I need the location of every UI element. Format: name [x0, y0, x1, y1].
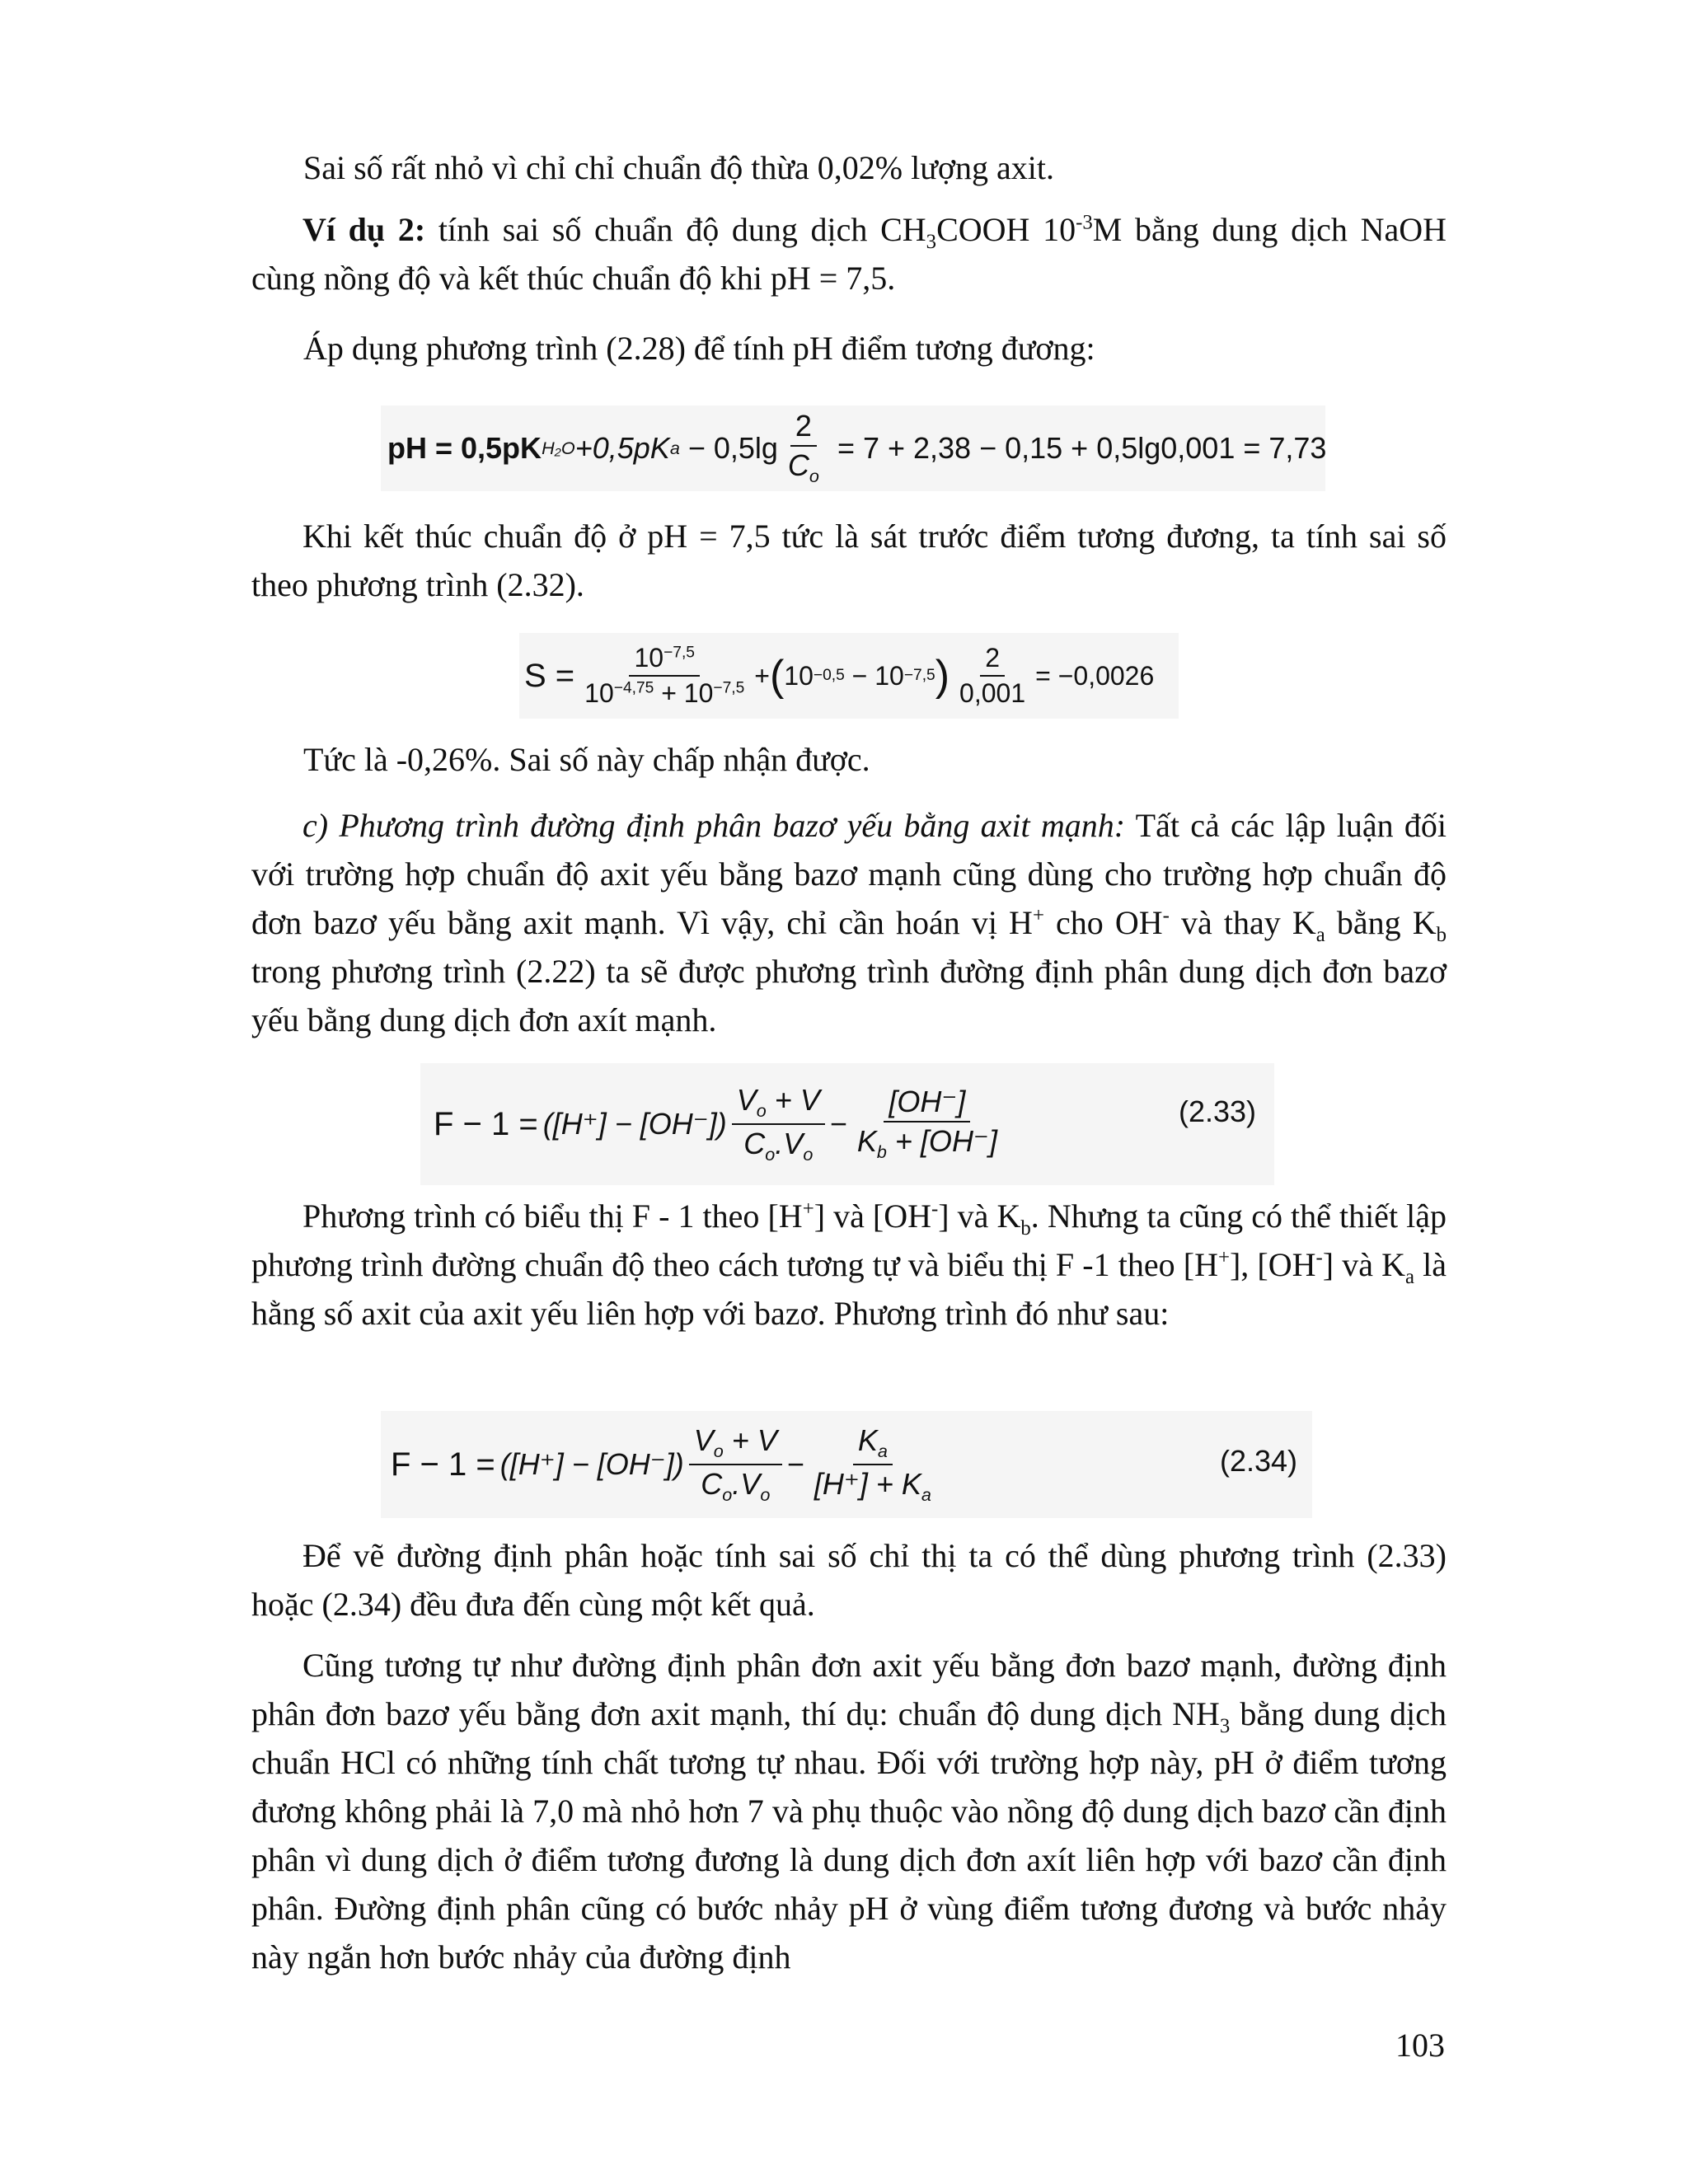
- eq3-f1d-c: C: [743, 1127, 766, 1160]
- eq1-lhs: pH = 0,5pK: [387, 431, 542, 465]
- equation-number-2-34: (2.34): [1220, 1444, 1298, 1478]
- section-text: và thay K: [1169, 904, 1316, 941]
- paragraph-titration-end: Khi kết thúc chuẩn độ ở pH = 7,5 tức là sát trước điểm tương đương, ta tính sai số theo phương trình (2.32).: [251, 518, 1447, 603]
- example-text: M bằng dung dịch NaOH cùng nồng độ và kết thúc chuẩn độ khi pH = 7,5.: [251, 211, 1447, 297]
- eq3-f1d-sub2: o: [803, 1144, 814, 1165]
- superscript: -: [931, 1197, 939, 1221]
- eq2-rhs: = −0,0026: [1035, 660, 1155, 691]
- para7-text: . Nhưng ta cũng có thể thiết lập phương trình đường chuẩn độ theo cách tương tự và biểu thị F -1 theo [H: [251, 1197, 1447, 1283]
- eq2-fraction-1: [579, 643, 749, 709]
- example-label: Ví dụ 2:: [302, 211, 426, 248]
- eq4-f1d-mid: .V: [732, 1467, 761, 1501]
- eq3-frac1-den: [738, 1125, 818, 1165]
- eq2-fraction-2: [954, 643, 1030, 709]
- para7-text: ], [OH: [1229, 1246, 1316, 1283]
- eq2-paren-a: 10: [784, 660, 814, 691]
- superscript: -: [1315, 1246, 1323, 1269]
- subscript: 3: [926, 231, 937, 253]
- eq3-f2d-rest: + [OH⁻]: [886, 1124, 997, 1159]
- superscript: -: [1162, 904, 1170, 927]
- eq2-paren-close: ): [935, 652, 950, 700]
- eq2-frac2-den: 0,001: [959, 678, 1026, 708]
- eq1-frac-num: 2: [790, 409, 817, 447]
- eq2-paren-minus: − 10: [844, 660, 904, 691]
- eq1-frac-den: [783, 447, 824, 487]
- subscript: a: [1315, 924, 1325, 946]
- eq3-fraction-1: [732, 1083, 825, 1165]
- para7-text: là hằng số axit của axit yếu liên hợp với bazơ. Phương trình đó như sau:: [251, 1246, 1447, 1332]
- section-text: cho OH: [1043, 904, 1163, 941]
- eq1-minus: − 0,5lg: [679, 431, 778, 465]
- eq4-fraction-1: [689, 1423, 782, 1506]
- eq2-paren-b-sup: −7,5: [903, 667, 935, 684]
- equation-number-2-33: (2.33): [1179, 1094, 1257, 1128]
- eq3-fraction-2: [852, 1085, 1002, 1163]
- eq4-f2d-main: [H⁺] + K: [814, 1467, 921, 1501]
- eq3-f2d-sub: b: [876, 1141, 887, 1163]
- eq4-f2d-sub: a: [921, 1484, 931, 1506]
- eq4-f1n-rest: + V: [723, 1422, 777, 1457]
- eq2-den-b-sup: −7,5: [713, 679, 745, 697]
- eq1-fraction: [783, 409, 824, 487]
- eq2-plus: +: [754, 660, 770, 691]
- paragraph-apply-equation: Áp dụng phương trình (2.28) để tính pH điểm tương đương:: [303, 330, 1095, 367]
- eq3-minus: −: [829, 1107, 847, 1141]
- paragraph-either-equation: Để vẽ đường định phân hoặc tính sai số chỉ thị ta có thể dùng phương trình (2.33) hoặc (2.34) đều đưa đến cùng một kết quả.: [251, 1537, 1447, 1623]
- eq1-rhs: = 7 + 2,38 − 0,15 + 0,5lg0,001 = 7,73: [828, 431, 1327, 465]
- eq2-num-base: 10: [634, 643, 664, 673]
- section-text: bằng K: [1325, 904, 1437, 941]
- eq3-f1n-rest: + V: [766, 1082, 820, 1117]
- eq4-f2n-k: K: [857, 1422, 878, 1457]
- eq2-num-sup: −7,5: [663, 644, 695, 662]
- eq4-f1d-c: C: [701, 1467, 723, 1501]
- superscript: +: [1217, 1246, 1230, 1269]
- eq4-f1d-sub: o: [722, 1484, 733, 1506]
- eq4-frac1-den: [696, 1465, 775, 1506]
- eq4-frac1-num: [689, 1423, 782, 1465]
- eq4-bracket: ([H⁺] − [OH⁻]): [499, 1447, 684, 1481]
- equation-ph-equivalence: [387, 405, 1326, 491]
- subscript: b: [1020, 1217, 1031, 1240]
- eq1-mid: +0,5pK: [574, 431, 670, 465]
- eq4-f1d-sub2: o: [760, 1484, 771, 1506]
- section-heading-c: c) Phương trình đường định phân bazơ yếu bằng axit mạnh:: [302, 807, 1126, 844]
- paragraph-nh3-hcl: [251, 1641, 1447, 1981]
- equation-2-34: [391, 1411, 941, 1518]
- example-text: COOH 10: [936, 211, 1076, 248]
- para9-text: Cũng tương tự như đường định phân đơn axit yếu bằng đơn bazơ mạnh, đường định phân đơn bazơ yếu bằng đơn axit mạnh, thí dụ: chuẩn độ dung dịch NH: [251, 1647, 1447, 1732]
- eq4-frac2-den: [809, 1465, 936, 1506]
- superscript: +: [1032, 904, 1044, 927]
- section-text: Tất cả các lập luận đối với trường hợp chuẩn độ axit yếu bằng bazơ mạnh cũng dùng cho trường hợp chuẩn độ đơn bazơ yếu bằng axit mạnh. Vì vậy, chỉ cần hoán vị H: [251, 807, 1447, 941]
- eq1-mid-sub: a: [669, 438, 680, 458]
- eq4-f1n-v: V: [693, 1422, 714, 1457]
- subscript: a: [1404, 1266, 1414, 1288]
- page-number: 103: [1395, 2027, 1445, 2064]
- eq3-f2d-k: K: [856, 1124, 877, 1159]
- eq2-frac1-num: [629, 643, 699, 677]
- eq1-frac-den-c: C: [787, 448, 809, 483]
- eq3-frac1-num: [732, 1083, 825, 1125]
- eq4-f2n-sub: a: [877, 1441, 888, 1461]
- eq2-lhs: S =: [524, 657, 575, 694]
- paragraph-alternative-form: [251, 1192, 1447, 1338]
- para7-text: ] và [OH: [814, 1197, 931, 1235]
- eq3-f1d-mid: .V: [775, 1127, 804, 1160]
- eq2-paren-open: (: [769, 652, 785, 700]
- equation-2-33: [434, 1063, 1007, 1185]
- eq4-minus: −: [786, 1447, 804, 1481]
- eq3-f1d-sub: o: [765, 1144, 776, 1165]
- section-text: trong phương trình (2.22) ta sẽ được phương trình đường định phân dung dịch đơn bazơ yếu bằng dung dịch đơn axít mạnh.: [251, 953, 1447, 1038]
- equation-error-s: [524, 633, 1154, 719]
- eq4-f1n-sub: o: [713, 1441, 724, 1461]
- eq4-lhs: F − 1 =: [391, 1446, 495, 1483]
- eq3-frac2-den: [852, 1122, 1002, 1163]
- superscript: -3: [1076, 211, 1093, 234]
- eq2-den-a: 10: [584, 678, 614, 708]
- eq3-lhs: F − 1 =: [434, 1105, 538, 1142]
- para7-text: ] và K: [1322, 1246, 1405, 1283]
- para9-text: bằng dung dịch chuẩn HCl có những tính chất tương tự nhau. Đối với trường hợp này, pH ở điểm tương đương không phải là 7,0 mà nhỏ hơn 7 và phụ thuộc vào nồng độ dung dịch bazơ cần định phân vì dung dịch ở điểm tương đương là dung dịch đơn axít liên hợp với bazơ cần định phân. Đường định phân cũng có bước nhảy pH ở vùng điểm tương đương và bước nhảy này ngắn hơn bước nhảy của đường định: [251, 1695, 1447, 1975]
- eq2-paren-a-sup: −0,5: [813, 667, 845, 684]
- eq3-frac2-num: [OH⁻]: [884, 1085, 970, 1122]
- subscript: 3: [1219, 1715, 1231, 1737]
- paragraph-error-note: Sai số rất nhỏ vì chỉ chỉ chuẩn độ thừa 0,02% lượng axit.: [303, 149, 1055, 186]
- eq4-fraction-2: [809, 1423, 936, 1506]
- eq2-den-plus: + 10: [654, 678, 714, 708]
- paragraph-example-2: [251, 205, 1447, 302]
- superscript: +: [802, 1197, 814, 1221]
- para7-text: ] và K: [938, 1197, 1021, 1235]
- eq4-frac2-num: [853, 1423, 893, 1465]
- eq2-den-a-sup: −4,75: [613, 679, 654, 697]
- para7-text: Phương trình có biểu thị F - 1 theo [H: [302, 1197, 803, 1235]
- eq3-f1n-sub: o: [756, 1100, 767, 1121]
- eq2-frac1-den: [579, 677, 749, 709]
- paragraph-weak-base-section: [251, 801, 1447, 1044]
- example-text: tính sai số chuẩn độ dung dịch CH: [425, 211, 926, 248]
- eq3-f1n-v: V: [736, 1082, 757, 1117]
- eq2-frac2-num: 2: [980, 643, 1005, 677]
- paragraph-error-percent: Tức là -0,26%. Sai số này chấp nhận được.: [303, 741, 870, 778]
- subscript: b: [1436, 924, 1447, 946]
- eq1-frac-den-sub: o: [809, 466, 819, 487]
- eq1-lhs-sub: H₂O: [542, 438, 575, 458]
- eq3-bracket: ([H⁺] − [OH⁻]): [542, 1107, 727, 1141]
